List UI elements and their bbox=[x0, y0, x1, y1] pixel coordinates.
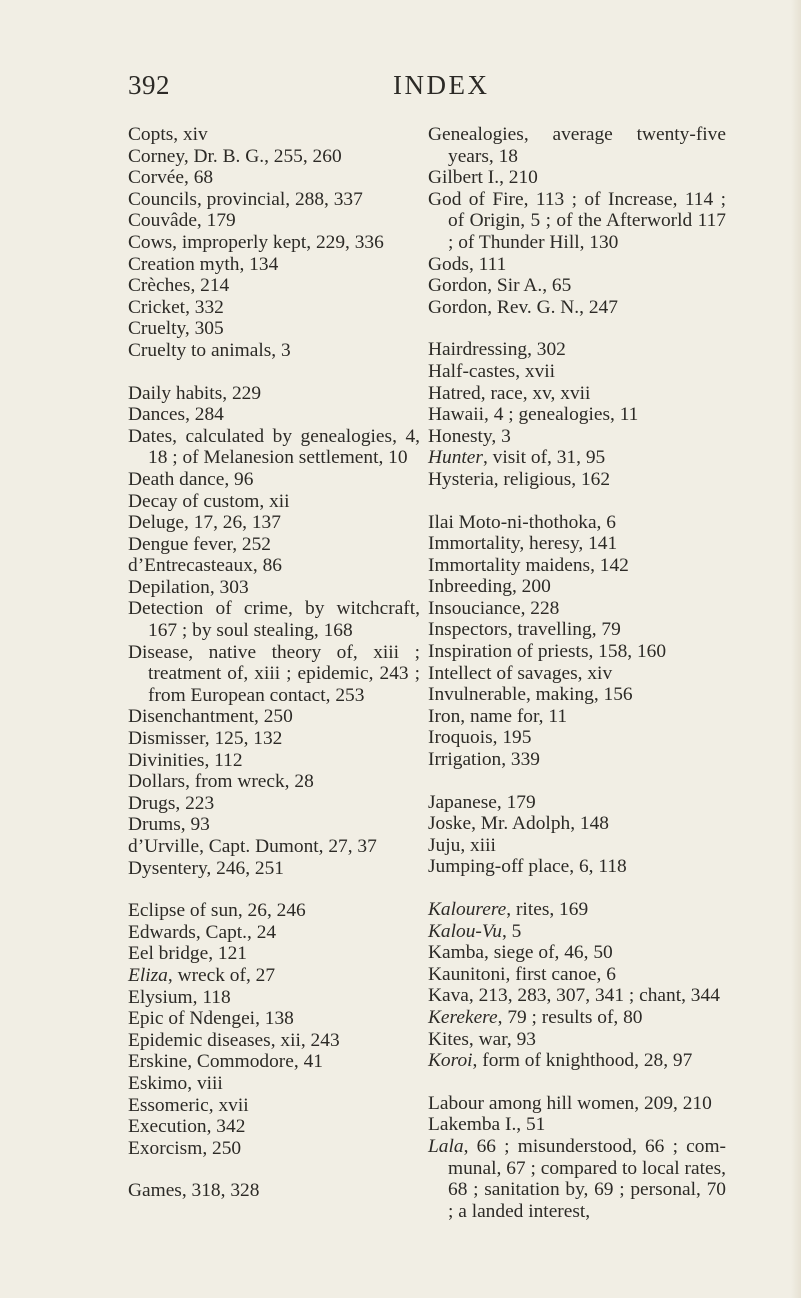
entry-text: Councils, provincial, 288, 337 bbox=[128, 188, 363, 210]
entry-text: Gordon, Rev. G. N., 247 bbox=[428, 296, 618, 318]
index-entry bbox=[428, 404, 726, 426]
index-entry bbox=[428, 985, 726, 1007]
entry-text: Kites, war, 93 bbox=[428, 1028, 537, 1050]
entry-text: Crèches, 214 bbox=[128, 275, 230, 297]
entry-text: d’Entrecasteaux, 86 bbox=[128, 555, 282, 577]
entry-text: Japanese, 179 bbox=[428, 791, 536, 813]
index-entry bbox=[128, 728, 420, 750]
index-entry bbox=[128, 965, 420, 987]
entry-text: Hysteria, religious, 162 bbox=[428, 468, 611, 490]
entry-text: Divinities, 112 bbox=[128, 749, 243, 771]
entry-text: Cricket, 332 bbox=[128, 296, 224, 318]
letter-group bbox=[428, 124, 726, 318]
entry-text: Hairdressing, 302 bbox=[428, 339, 566, 361]
entry-text: Jumping-off place, 6, 118 bbox=[428, 856, 627, 878]
index-entry bbox=[128, 275, 420, 297]
index-entry bbox=[128, 577, 420, 599]
index-entry bbox=[428, 512, 726, 534]
letter-group bbox=[428, 339, 726, 490]
index-entry bbox=[128, 124, 420, 146]
index-entry bbox=[428, 189, 726, 254]
entry-text: Games, 318, 328 bbox=[128, 1180, 260, 1202]
index-entry bbox=[428, 813, 726, 835]
index-entry bbox=[128, 340, 420, 362]
entry-text: Dengue fever, 252 bbox=[128, 533, 271, 555]
entry-text: God of Fire, 113 ; of Increase, 114 ; of Origin, 5 ; of the Afterworld 117 ; of Thunder Hill, 130 bbox=[428, 188, 726, 253]
entry-text: Lakemba I., 51 bbox=[428, 1114, 546, 1136]
entry-text: Inbreeding, 200 bbox=[428, 576, 551, 598]
index-entry bbox=[428, 792, 726, 814]
entry-text: Gods, 111 bbox=[428, 253, 507, 275]
index-entry bbox=[428, 835, 726, 857]
entry-text: Joske, Mr. Adolph, 148 bbox=[428, 813, 609, 835]
index-entry bbox=[128, 254, 420, 276]
index-column-right bbox=[428, 124, 726, 1243]
entry-text: Hatred, race, xv, xvii bbox=[428, 382, 591, 404]
entry-text: Iron, name for, 11 bbox=[428, 705, 568, 727]
entry-text: Genealogies, average twenty-five years, 18 bbox=[428, 124, 726, 167]
index-entry bbox=[428, 921, 726, 943]
index-entry bbox=[128, 232, 420, 254]
entry-italic-term: Koroi bbox=[428, 1050, 473, 1072]
entry-text: Death dance, 96 bbox=[128, 468, 254, 490]
entry-text: Gilbert I., 210 bbox=[428, 167, 538, 189]
index-entry bbox=[128, 1180, 420, 1202]
entry-text: Corvée, 68 bbox=[128, 167, 214, 189]
index-entry bbox=[128, 642, 420, 707]
index-entry bbox=[428, 1029, 726, 1051]
index-entry bbox=[428, 706, 726, 728]
index-column-left bbox=[128, 124, 420, 1223]
entry-text: Eel bridge, 121 bbox=[128, 943, 248, 965]
index-entry bbox=[428, 663, 726, 685]
entry-text: d’Urville, Capt. Dumont, 27, 37 bbox=[128, 836, 377, 857]
index-entry bbox=[428, 1050, 726, 1072]
entry-text: Execution, 342 bbox=[128, 1116, 246, 1138]
entry-text: Detection of crime, by witchcraft, 167 ; by soul stealing, 168 bbox=[128, 598, 420, 642]
entry-text: Dismisser, 125, 132 bbox=[128, 728, 283, 750]
page-number: 392 bbox=[128, 70, 170, 100]
index-entry bbox=[128, 900, 420, 922]
index-entry bbox=[428, 555, 726, 577]
entry-text: Invulnerable, making, 156 bbox=[428, 684, 633, 706]
entry-text: Cows, improperly kept, 229, 336 bbox=[128, 231, 384, 253]
entry-italic-term: Lala bbox=[428, 1135, 464, 1157]
entry-italic-term: Kalourere bbox=[428, 899, 507, 920]
letter-group bbox=[428, 1093, 726, 1223]
entry-text: Depilation, 303 bbox=[128, 576, 249, 598]
entry-text: Kava, 213, 283, 307, 341 ; chant, 344 bbox=[428, 985, 720, 1007]
index-entry bbox=[128, 858, 420, 880]
entry-text: Kamba, siege of, 46, 50 bbox=[428, 942, 613, 964]
entry-text: Inspectors, travelling, 79 bbox=[428, 619, 621, 641]
index-entry bbox=[128, 1073, 420, 1095]
index-entry bbox=[128, 943, 420, 965]
entry-text: Honesty, 3 bbox=[428, 425, 511, 447]
index-entry bbox=[128, 167, 420, 189]
index-entry bbox=[428, 167, 726, 189]
entry-text: Decay of custom, xii bbox=[128, 490, 290, 512]
index-entry bbox=[128, 1095, 420, 1117]
page-edge-shadow bbox=[791, 0, 801, 1298]
entry-text: Epic of Ndengei, 138 bbox=[128, 1008, 294, 1030]
index-entry bbox=[428, 275, 726, 297]
index-entry bbox=[128, 771, 420, 793]
index-entry bbox=[128, 404, 420, 426]
index-entry bbox=[428, 1136, 726, 1222]
entry-italic-term: Eliza bbox=[128, 964, 168, 986]
index-entry bbox=[428, 469, 726, 491]
entry-text: Disease, native theory of, xiii ; treatment of, xiii ; epidemic, 243 ; from European contact, 253 bbox=[128, 641, 420, 706]
index-entry bbox=[128, 426, 420, 469]
index-entry bbox=[128, 750, 420, 772]
letter-group bbox=[128, 383, 420, 880]
index-entry bbox=[428, 1114, 726, 1136]
entry-text: Creation myth, 134 bbox=[128, 253, 279, 275]
index-entry bbox=[428, 641, 726, 663]
page-title: INDEX bbox=[393, 70, 490, 100]
letter-group bbox=[428, 512, 726, 771]
entry-text: Gordon, Sir A., 65 bbox=[428, 275, 572, 297]
entry-text: Iroquois, 195 bbox=[428, 727, 532, 749]
index-entry bbox=[428, 1093, 726, 1115]
entry-text: Essomeric, xvii bbox=[128, 1094, 249, 1116]
index-entry bbox=[428, 749, 726, 771]
letter-group bbox=[128, 124, 420, 362]
entry-text: , rites, 169 bbox=[506, 899, 589, 920]
entry-text: Exorcism, 250 bbox=[128, 1137, 242, 1159]
index-entry bbox=[128, 491, 420, 513]
entry-text: Cruelty, 305 bbox=[128, 318, 224, 340]
index-entry bbox=[128, 189, 420, 211]
index-entry bbox=[428, 964, 726, 986]
entry-text: Insouciance, 228 bbox=[428, 597, 560, 619]
entry-text: Intellect of savages, xiv bbox=[428, 662, 613, 684]
index-entry bbox=[128, 793, 420, 815]
index-entry bbox=[428, 339, 726, 361]
entry-italic-term: Kerekere bbox=[428, 1006, 498, 1028]
entry-text: Labour among hill women, 209, 210 bbox=[428, 1092, 712, 1114]
entry-italic-term: Hunter bbox=[428, 447, 483, 469]
entry-text: , visit of, 31, 95 bbox=[482, 447, 606, 469]
index-entry bbox=[428, 899, 726, 921]
index-entry bbox=[128, 1008, 420, 1030]
index-entry bbox=[428, 426, 726, 448]
index-entry bbox=[128, 987, 420, 1009]
entry-text: Erskine, Commodore, 41 bbox=[128, 1051, 323, 1073]
entry-text: Dances, 284 bbox=[128, 404, 224, 426]
index-entry bbox=[128, 706, 420, 728]
entry-text: Juju, xiii bbox=[428, 834, 496, 856]
entry-text: Kaunitoni, first canoe, 6 bbox=[428, 963, 616, 985]
entry-text: Disenchantment, 250 bbox=[128, 706, 293, 728]
entry-text: Daily habits, 229 bbox=[128, 382, 262, 404]
index-entry bbox=[128, 814, 420, 836]
letter-group bbox=[428, 792, 726, 878]
index-entry bbox=[428, 727, 726, 749]
entry-text: Dysentery, 246, 251 bbox=[128, 857, 284, 879]
entry-text: Inspiration of priests, 158, 160 bbox=[428, 641, 667, 663]
index-entry bbox=[428, 684, 726, 706]
entry-text: Irrigation, 339 bbox=[428, 749, 541, 771]
letter-group bbox=[428, 899, 726, 1072]
entry-text: , 79 ; results of, 80 bbox=[497, 1006, 643, 1028]
entry-text: Epidemic diseases, xii, 243 bbox=[128, 1029, 340, 1051]
entry-text: Edwards, Capt., 24 bbox=[128, 921, 277, 943]
index-entry bbox=[428, 942, 726, 964]
index-entry bbox=[128, 210, 420, 232]
index-entry bbox=[428, 254, 726, 276]
index-entry bbox=[428, 124, 726, 167]
entry-italic-term: Kalou-Vu bbox=[428, 920, 502, 942]
index-entry bbox=[128, 1030, 420, 1052]
index-entry bbox=[428, 447, 726, 469]
letter-group bbox=[128, 1180, 420, 1202]
entry-text: Ilai Moto-ni-thothoka, 6 bbox=[428, 511, 616, 533]
index-entry bbox=[128, 297, 420, 319]
index-entry bbox=[428, 856, 726, 878]
index-entry bbox=[128, 146, 420, 168]
entry-text: Hawaii, 4 ; genealogies, 11 bbox=[428, 404, 639, 426]
index-entry bbox=[128, 598, 420, 641]
entry-text: Couvâde, 179 bbox=[128, 210, 236, 232]
entry-text: Deluge, 17, 26, 137 bbox=[128, 512, 281, 534]
index-entry bbox=[128, 534, 420, 556]
index-entry bbox=[128, 922, 420, 944]
index-entry bbox=[128, 836, 420, 858]
entry-text: , wreck of, 27 bbox=[167, 964, 276, 986]
index-entry bbox=[128, 1116, 420, 1138]
entry-text: Copts, xiv bbox=[128, 124, 208, 145]
entry-text: Dollars, from wreck, 28 bbox=[128, 771, 314, 793]
index-entry bbox=[128, 555, 420, 577]
index-entry bbox=[428, 297, 726, 319]
index-entry bbox=[128, 1051, 420, 1073]
index-entry bbox=[428, 533, 726, 555]
index-entry bbox=[428, 361, 726, 383]
entry-text: Immortality maidens, 142 bbox=[428, 554, 629, 576]
entry-text: , form of knighthood, 28, 97 bbox=[472, 1050, 693, 1072]
index-entry bbox=[428, 383, 726, 405]
entry-text: , 5 bbox=[501, 920, 522, 942]
entry-text: Immortality, heresy, 141 bbox=[428, 533, 618, 555]
index-entry bbox=[128, 318, 420, 340]
entry-text: Corney, Dr. B. G., 255, 260 bbox=[128, 145, 342, 167]
index-entry bbox=[428, 598, 726, 620]
entry-text: , 66 ; misunderstood, 66 ; com-munal, 67 ; compared to local rates, 68 ; sanitation by, 69 ; personal, 70 ; a landed interest, bbox=[448, 1135, 726, 1222]
entry-text: Half-castes, xvii bbox=[428, 360, 556, 382]
index-entry bbox=[428, 619, 726, 641]
entry-text: Dates, calculated by genealogies, 4, 18 ; of Melanesion settlement, 10 bbox=[128, 425, 420, 469]
entry-text: Eclipse of sun, 26, 246 bbox=[128, 900, 306, 922]
entry-text: Drugs, 223 bbox=[128, 792, 215, 814]
index-entry bbox=[128, 469, 420, 491]
entry-text: Drums, 93 bbox=[128, 814, 210, 836]
entry-text: Elysium, 118 bbox=[128, 986, 231, 1008]
index-entry bbox=[428, 576, 726, 598]
entry-text: Eskimo, viii bbox=[128, 1072, 223, 1094]
index-entry bbox=[128, 512, 420, 534]
index-entry bbox=[428, 1007, 726, 1029]
index-entry bbox=[128, 383, 420, 405]
letter-group bbox=[128, 900, 420, 1159]
entry-text: Cruelty to animals, 3 bbox=[128, 339, 291, 361]
index-entry bbox=[128, 1138, 420, 1160]
